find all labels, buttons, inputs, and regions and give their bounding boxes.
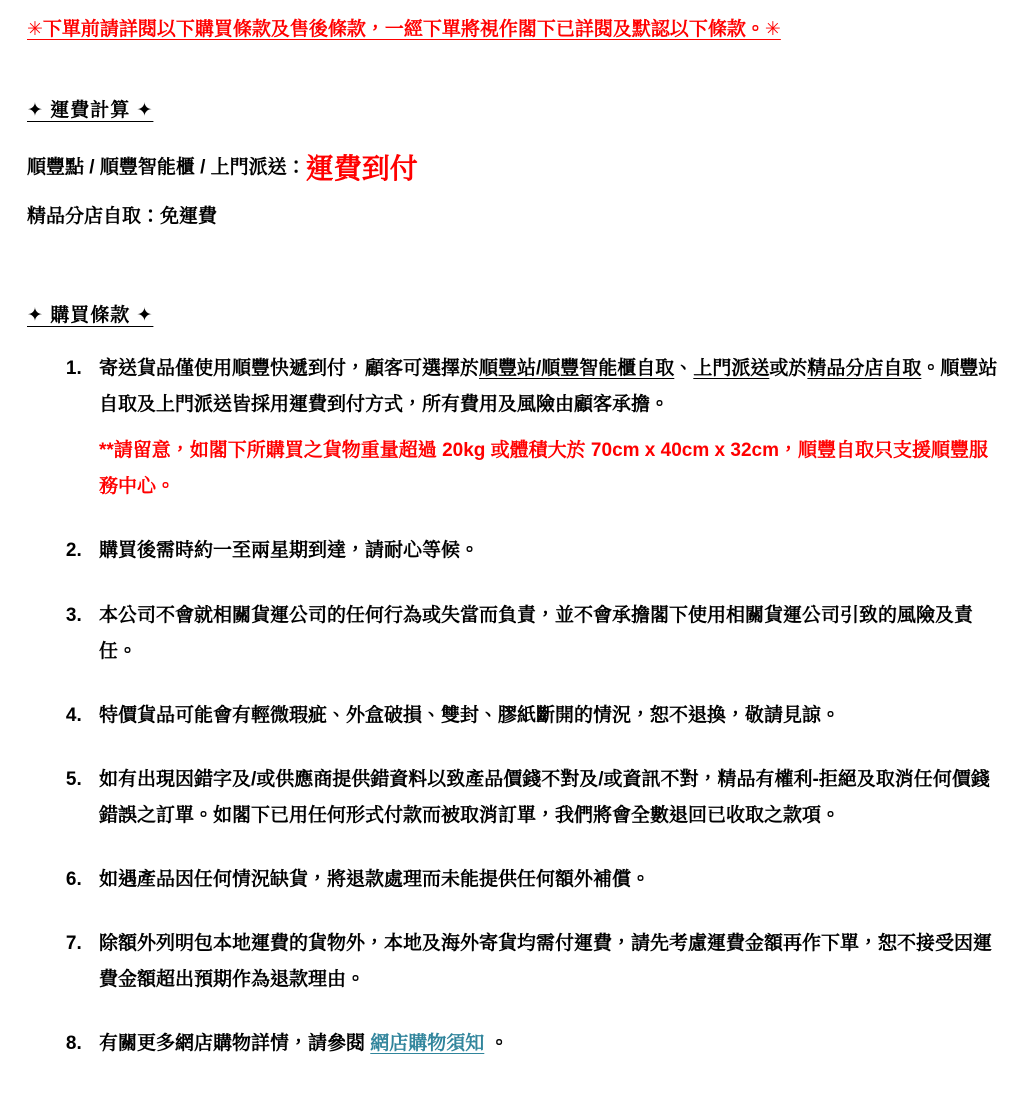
term-item-1 xyxy=(87,351,998,505)
term1-underline-sf-station-locker: 順豐站/順豐智能櫃自取 xyxy=(479,358,675,380)
term3-paragraph: 3. 本公司不會就相關貨運公司的任何行為或失當而負責，並不會承擔閣下使用相關貨運公司引致的風險及責任。 xyxy=(99,604,974,662)
term1-underline-home-delivery: 上門派送 xyxy=(693,358,770,380)
term-item-4 xyxy=(87,698,998,734)
terms-list xyxy=(27,351,998,1062)
purchase-terms-heading: ✦ 購買條款 ✦ xyxy=(27,305,154,327)
shipping-methods-label: 順豐點 / 順豐智能櫃 / 上門派送： xyxy=(27,157,306,179)
term-item-7 xyxy=(87,926,998,998)
term2-paragraph: 2. 購買後需時約一至兩星期到達，請耐心等候。 xyxy=(99,540,480,562)
pre-order-notice: ✳下單前請詳閱以下購買條款及售後條款，一經下單將視作閣下已詳閱及默認以下條款。✳ xyxy=(27,19,781,40)
term-item-5 xyxy=(87,762,998,834)
store-pickup-line: 精品分店自取：免運費 xyxy=(27,206,218,228)
term-item-3 xyxy=(87,598,998,670)
term5-paragraph: 5. 如有出現因錯字及/或供應商提供錯資料以致產品價錢不對及/或資訊不對，精品有權利-拒絕及取消任何價錢錯誤之訂單。如閣下已用任何形式付款而被取消訂單，我們將會全數退回已收取之款項。 xyxy=(99,768,990,826)
term1-seg3: 、 xyxy=(674,358,694,380)
term4-paragraph: 4. 特價貨品可能會有輕微瑕疵、外盒破損、雙封、膠紙斷開的情況，恕不退換，敬請見諒。 xyxy=(99,704,841,726)
shopping-guide-link[interactable]: 網店購物須知 xyxy=(370,1033,485,1055)
term8-suffix: 。 xyxy=(484,1033,509,1055)
term1-paragraph xyxy=(99,351,998,423)
term-item-8 xyxy=(87,1026,998,1062)
shipping-methods-line xyxy=(27,152,998,186)
cod-value: 運費到付 xyxy=(305,152,418,184)
term8-prefix: 有關更多網店購物詳情，請參閱 xyxy=(99,1033,371,1055)
term-item-6 xyxy=(87,862,998,898)
term1-seg1: 寄送貨品僅使用順豐快遞到付，顧客可選擇於 xyxy=(99,358,480,380)
term-item-2 xyxy=(87,533,998,569)
term6-paragraph: 6. 如遇產品因任何情況缺貨，將退款處理而未能提供任何額外補償。 xyxy=(99,869,651,891)
term7-paragraph: 7. 除額外列明包本地運費的貨物外，本地及海外寄貨均需付運費，請先考慮運費金額再作下單，恕不接受因運費金額超出預期作為退款理由。 xyxy=(99,933,993,991)
term1-seg7: 。順豐站自取及上門派送皆採用運費到付方式，所有費用及風險由顧客承擔。 xyxy=(99,358,998,416)
term1-underline-store-pickup: 精品分店自取 xyxy=(807,358,922,380)
shipping-fee-heading: ✦ 運費計算 ✦ xyxy=(27,99,154,121)
term1-seg5: 或於 xyxy=(769,358,808,380)
term8-paragraph xyxy=(99,1026,998,1062)
term1-weight-limit-note: **請留意，如閣下所購買之貨物重量超過 20kg 或體積大於 70cm x 40cm x 32cm，順豐自取只支援順豐服務中心。 xyxy=(99,440,988,498)
